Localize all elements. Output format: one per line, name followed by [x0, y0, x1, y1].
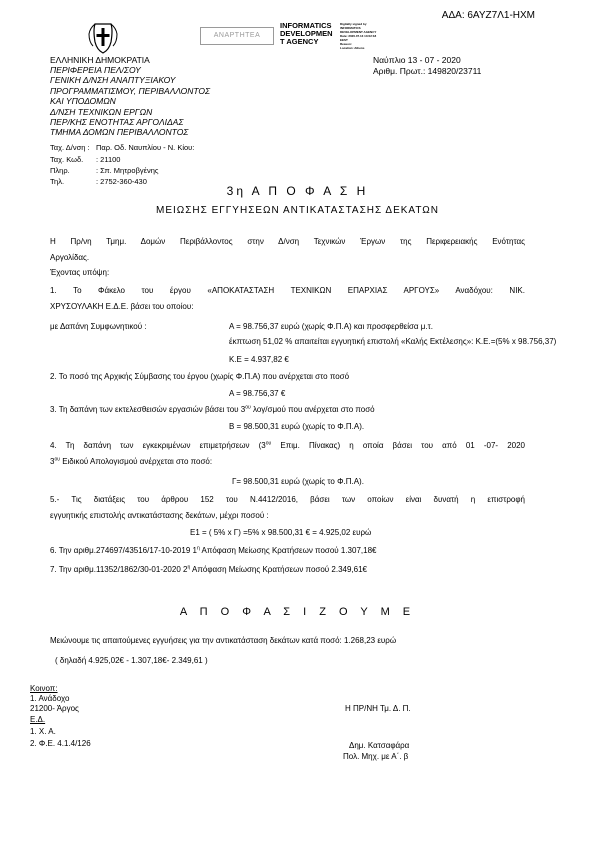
point-6-text: [50, 546, 376, 556]
signatory-role: Η ΠΡ/ΝΗ Τμ. Δ. Π.: [345, 704, 411, 713]
ordinal-sup: ου: [54, 456, 60, 463]
point-1-text: ΧΡΥΣΟΥΛΑΚΗ Ε.Δ.Ε. βάσει του οποίου:: [50, 302, 194, 311]
signature-detail: INFORMATICS: [340, 26, 361, 30]
decision-text: ( δηλαδή 4.925,02€ - 1.307,18€- 2.349,61 ): [55, 656, 208, 665]
ordinal-sup: η: [196, 545, 200, 552]
ada-code: ΑΔΑ: 6ΑΥΖ7Λ1-ΗΧΜ: [441, 10, 535, 21]
guarantee-amount: Κ.Ε = 4.937,82 €: [229, 355, 289, 364]
agency-line: DEVELOPMEN: [280, 29, 333, 39]
digital-signature-details: [340, 22, 380, 50]
ordinal-sup: ου: [265, 440, 272, 447]
point-4-text: [50, 457, 212, 467]
decision-number-title: 3η Α Π Ο Φ Α Σ Η: [226, 184, 369, 198]
signature-detail: DEVELOPMENT AGENCY: [340, 30, 377, 34]
point-2-amount: Α = 98.756,37 €: [229, 389, 286, 398]
guarantee-formula: έκπτωση 51,02 % απαιτείται εγγυητική επιστολή «Καλής Εκτέλεσης»: Κ.Ε.=(5% x 98.756,37): [229, 337, 557, 346]
signature-detail: Location: Athens: [340, 46, 365, 50]
point-3-part: λογ/σμού που ανέρχεται στο ποσό: [250, 405, 375, 414]
contact-label: Ταχ. Δ/νση :: [50, 143, 90, 152]
post-stamp: ΑΝΑΡΤΗΤΕΑ: [200, 27, 274, 45]
point-6-part: Απόφαση Μείωσης Κρατήσεων ποσού 1.307,18€: [199, 546, 377, 555]
header-line: ΠΕΡΙΦΕΡΕΙΑ ΠΕΛ/ΣΟΥ: [50, 65, 141, 75]
point-7-text: [50, 565, 367, 575]
point-4-part: Ειδικού Απολογισμού ανέρχεται στο ποσό:: [59, 457, 213, 466]
signature-detail: Reason:: [340, 42, 352, 46]
release-formula: Ε1 = ( 5% x Γ) =5% x 98.500,31 € = 4.925,02 ευρώ: [190, 528, 372, 537]
decision-subject-title: ΜΕΙΩΣΗΣ ΕΓΓΥΗΣΕΩΝ ΑΝΤΙΚΑΤΑΣΤΑΣΗΣ ΔΕΚΑΤΩΝ: [156, 205, 439, 216]
contact-value: : 21100: [96, 155, 121, 164]
contact-row: [50, 155, 120, 165]
intro-text: Η Πρ/νη Τμημ. Δομών Περιβάλλοντος στην Δ/νση Τεχνικών Έργων της Περιφερειακής Ενότητας: [50, 237, 525, 246]
point-4-amount: Γ= 98.500,31 ευρώ (χωρίς το Φ.Π.Α).: [232, 477, 364, 486]
point-3-text: [50, 405, 375, 415]
agency-signature-block: [280, 22, 333, 47]
contact-row: [50, 143, 194, 153]
contact-row: [50, 166, 159, 176]
contract-cost-value: Α = 98.756,37 ευρώ (χωρίς Φ.Π.Α) και προσφερθείσα μ.τ.: [229, 322, 433, 331]
point-4-part: Επιμ. Πίνακας) η οποία βάσει του από 01 -07- 2020: [271, 441, 525, 450]
point-7-part: 7. Την αριθμ.11352/1862/30-01-2020 2: [50, 565, 188, 574]
decision-text: Μειώνουμε τις απαιτούμενες εγγυήσεις για την αντικατάσταση δεκάτων κατά ποσό: 1.268,23 ευρώ: [50, 636, 397, 645]
distribution-item: 1. Χ. Α.: [30, 727, 56, 736]
document-date: Ναύπλιο 13 - 07 - 2020: [373, 55, 461, 65]
point-2-text: 2. Το ποσό της Αρχικής Σύμβασης του έργου (χωρίς Φ.Π.Α) που ανέρχεται στο ποσό: [50, 372, 350, 381]
intro-text: Αργολίδας.: [50, 253, 90, 262]
distribution-heading: Κοινοπ:: [30, 684, 58, 693]
signatory-title: Πολ. Μηχ. με Α΄. β: [343, 752, 409, 761]
agency-line: T AGENCY: [280, 37, 319, 47]
contact-label: Πληρ.: [50, 166, 70, 175]
protocol-number: Αριθμ. Πρωτ.: 149820/23711: [373, 66, 482, 76]
point-4-text: [50, 441, 525, 451]
point-1-text: 1. Το Φάκελο του έργου «ΑΠΟΚΑΤΑΣΤΑΣΗ ΤΕΧΝΙΚΩΝ ΕΠΑΡΧΙΑΣ ΑΡΓΟΥΣ» Αναδόχου: ΝΙΚ.: [50, 286, 525, 295]
header-line: ΤΜΗΜΑ ΔΟΜΩΝ ΠΕΡΙΒΑΛΛΟΝΤΟΣ: [50, 127, 189, 137]
contact-label: Τηλ.: [50, 177, 65, 186]
internal-distribution-heading: Ε.Δ.: [30, 715, 46, 724]
point-7-part: Απόφαση Μείωσης Κρατήσεων ποσού 2.349,61€: [190, 565, 367, 574]
header-line: ΓΕΝΙΚΗ Δ/ΝΣΗ ΑΝΑΠΤΥΞΙΑΚΟΥ: [50, 75, 176, 85]
ordinal-sup: ου: [245, 404, 251, 411]
distribution-item: 2. Φ.Ε. 4.1.4/126: [30, 739, 91, 748]
agency-line: INFORMATICS: [280, 21, 332, 30]
contact-value: Παρ. Οδ. Ναυπλίου - Ν. Κίου:: [96, 143, 195, 152]
distribution-item: 21200- Άργος: [30, 704, 79, 713]
point-3-part: 3. Τη δαπάνη των εκτελεσθεισών εργασιών βάσει του 3: [50, 405, 246, 414]
header-line: ΠΕΡ/ΚΗΣ ΕΝΟΤΗΤΑΣ ΑΡΓΟΛΙΔΑΣ: [50, 117, 184, 127]
ordinal-sup: η: [187, 564, 191, 571]
distribution-item: 1. Ανάδοχο: [30, 694, 70, 703]
signature-detail: EEST: [340, 38, 348, 42]
signatory-name: Δημ. Κατσαφάρα: [349, 741, 410, 750]
point-3-amount: Β = 98.500,31 ευρώ (χωρίς το Φ.Π.Α).: [229, 422, 365, 431]
having-regard-heading: Έχοντας υπόψη:: [50, 268, 110, 277]
point-4-part: 3: [50, 457, 55, 466]
header-line: Δ/ΝΣΗ ΤΕΧΝΙΚΩΝ ΕΡΓΩΝ: [50, 107, 153, 117]
contact-value: : Σπ. Μητροβγένης: [96, 166, 159, 175]
point-5-text: 5.- Τις διατάξεις του άρθρου 152 του Ν.4412/2016, βάσει των οποίων είναι δυνατή η επιστροφή: [50, 495, 525, 504]
greek-coat-of-arms-icon: [85, 20, 121, 56]
signature-detail: Digitally signed by: [340, 22, 367, 26]
header-line: ΠΡΟΓΡΑΜΜΑΤΙΣΜΟΥ, ΠΕΡΙΒΑΛΛΟΝΤΟΣ: [50, 86, 211, 96]
decision-heading: Α Π Ο Φ Α Σ Ι Ζ Ο Υ Μ Ε: [179, 606, 416, 618]
contact-label: Ταχ. Κωδ.: [50, 155, 84, 164]
header-line: ΚΑΙ ΥΠΟΔΟΜΩΝ: [50, 96, 116, 106]
signature-detail: Date: 2020.07.13 13:02:18: [340, 34, 377, 38]
point-5-text: εγγυητικής επιστολής αντικατάστασης δεκάτων, μέχρι ποσού :: [50, 511, 269, 520]
point-6-part: 6. Την αριθμ.274697/43516/17-10-2019 1: [50, 546, 197, 555]
contract-cost-label: με Δαπάνη Συμφωνητικού :: [50, 322, 147, 331]
contact-value: : 2752-360-430: [96, 177, 147, 186]
header-line: ΕΛΛΗΝΙΚΗ ΔΗΜΟΚΡΑΤΙΑ: [50, 55, 150, 65]
point-4-part: 4. Τη δαπάνη των εγκεκριμένων επιμετρήσεων (3: [50, 441, 266, 450]
